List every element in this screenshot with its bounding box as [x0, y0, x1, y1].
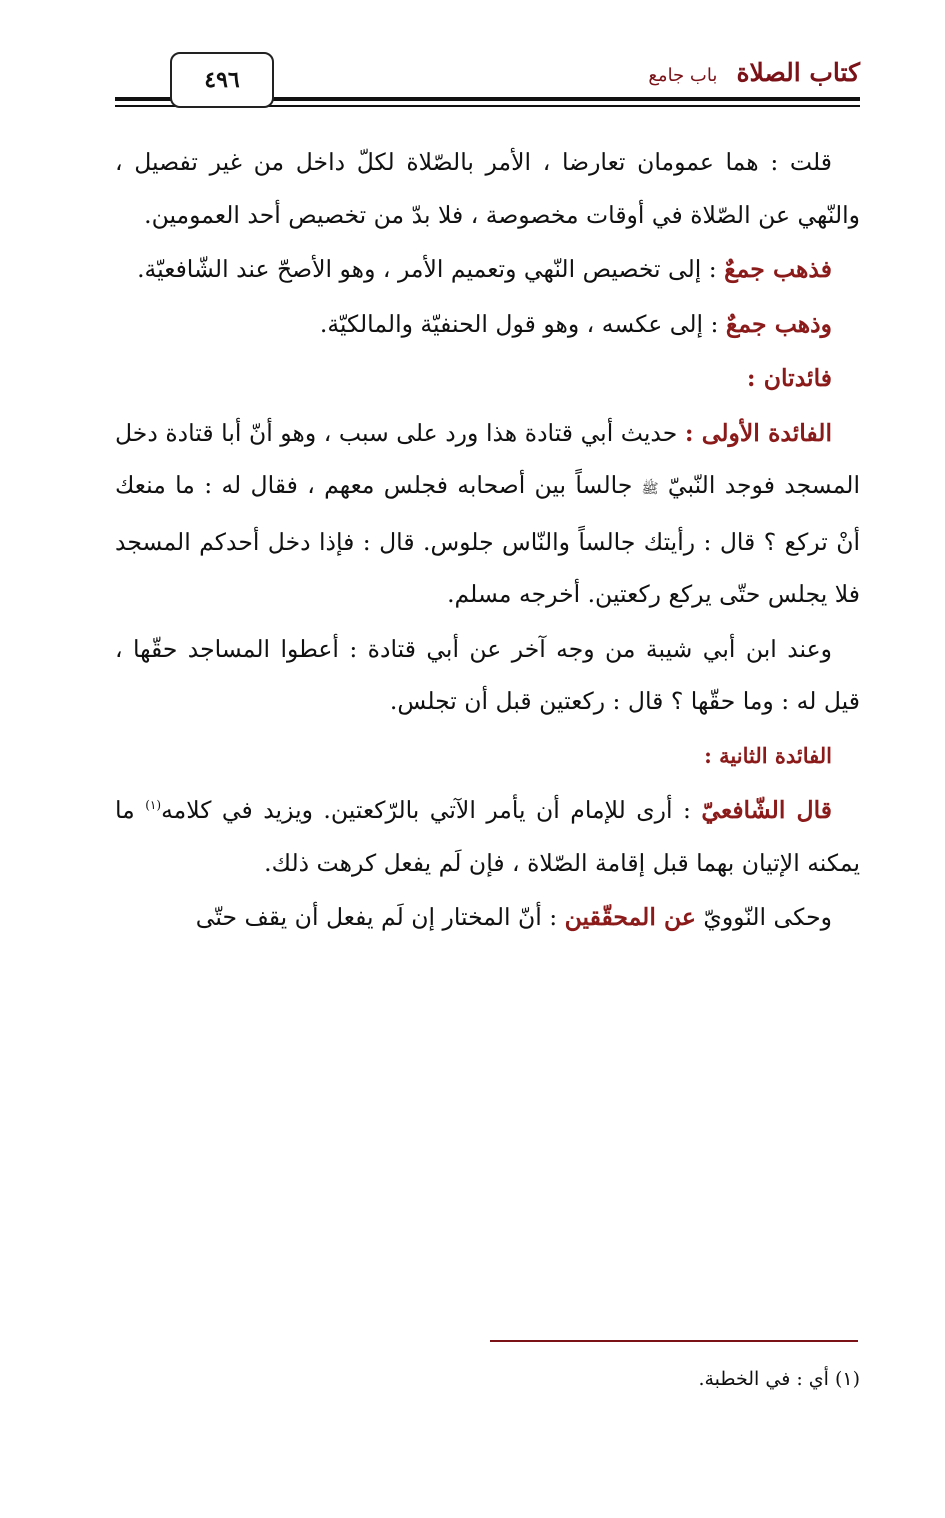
page-number: ٤٩٦: [204, 67, 240, 93]
paragraph-6: [115, 784, 860, 889]
paragraph-6-text-b: ما يمكنه الإتيان بهما قبل إقامة الصّلاة ، فإن لَم يفعل كرهت ذلك.: [115, 796, 860, 877]
paragraph-7-text-b: : أنّ المختار إن لَم يفعل أن يقف حتّى: [195, 903, 565, 931]
footnote-reference[interactable]: (١): [145, 798, 162, 813]
header-titles: [648, 58, 860, 87]
paragraph-5-text: وعند ابن أبي شيبة من وجه آخر عن أبي قتادة : أعطوا المساجد حقّها ، قيل له : وما حقّها ؟ قال : ركعتين قبل أن تجلس.: [115, 634, 860, 715]
chapter-title: باب جامع: [648, 65, 718, 86]
footnote: [115, 1368, 860, 1390]
salla-glyph: ﷺ: [641, 481, 659, 497]
paragraph-4-text-a: حديث أبي قتادة هذا ورد على سبب ، وهو أنّ أبا قتادة دخل المسجد فوجد النّبيّ: [115, 418, 860, 499]
book-title: كتاب الصلاة: [736, 58, 860, 87]
paragraph-2-lead: فذهب جمعٌ: [724, 255, 832, 283]
paragraph-7-highlight: عن المحقّقين: [564, 903, 696, 931]
paragraph-4-lead: الفائدة الأولى :: [684, 418, 832, 447]
paragraph-3: [115, 298, 860, 351]
paragraph-4: [115, 407, 860, 621]
paragraph-7: [115, 891, 860, 944]
paragraph-3-lead: وذهب جمعٌ: [725, 309, 832, 338]
main-text: [115, 136, 860, 946]
footnote-separator: [490, 1340, 858, 1342]
paragraph-1: [115, 136, 860, 241]
heading-second-benefit: الفائدة الثانية :: [704, 742, 832, 768]
paragraph-7-text-a: وحكى النّوويّ: [695, 903, 832, 931]
paragraph-2-text: : إلى تخصيص النّهي وتعميم الأمر ، وهو الأصحّ عند الشّافعيّة.: [137, 255, 725, 283]
page-number-box: [170, 52, 274, 108]
paragraph-4-text-b: جالساً بين أصحابه فجلس معهم ، فقال له : ما منعك أنْ تركع ؟ قال : رأيتك جالساً والنّاس جلوس. قال : فإذا دخل أحدكم المسجد فلا يجلس حتّى يركع ركعتين. أخرجه مسلم.: [115, 471, 860, 608]
paragraph-6-lead: قال الشّافعيّ: [701, 796, 833, 824]
paragraph-1-text: قلت : هما عمومان تعارضا ، الأمر بالصّلاة لكلّ داخل من غير تفصيل ، والنّهي عن الصّلاة في أوقات مخصوصة ، فلا بدّ من تخصيص أحد العمومين.: [115, 148, 860, 229]
paragraph-2: [115, 243, 860, 296]
paragraph-3-text: : إلى عكسه ، وهو قول الحنفيّة والمالكيّة.: [319, 309, 726, 338]
paragraph-5: [115, 623, 860, 728]
heading-benefits: فائدتان :: [746, 364, 832, 392]
paragraph-6-text-a: : أرى للإمام أن يأمر الآتي بالرّكعتين. ويزيد في كلامه: [161, 796, 702, 824]
footnote-text: (١) أي : في الخطبة.: [698, 1368, 860, 1390]
page-header: [115, 52, 860, 110]
